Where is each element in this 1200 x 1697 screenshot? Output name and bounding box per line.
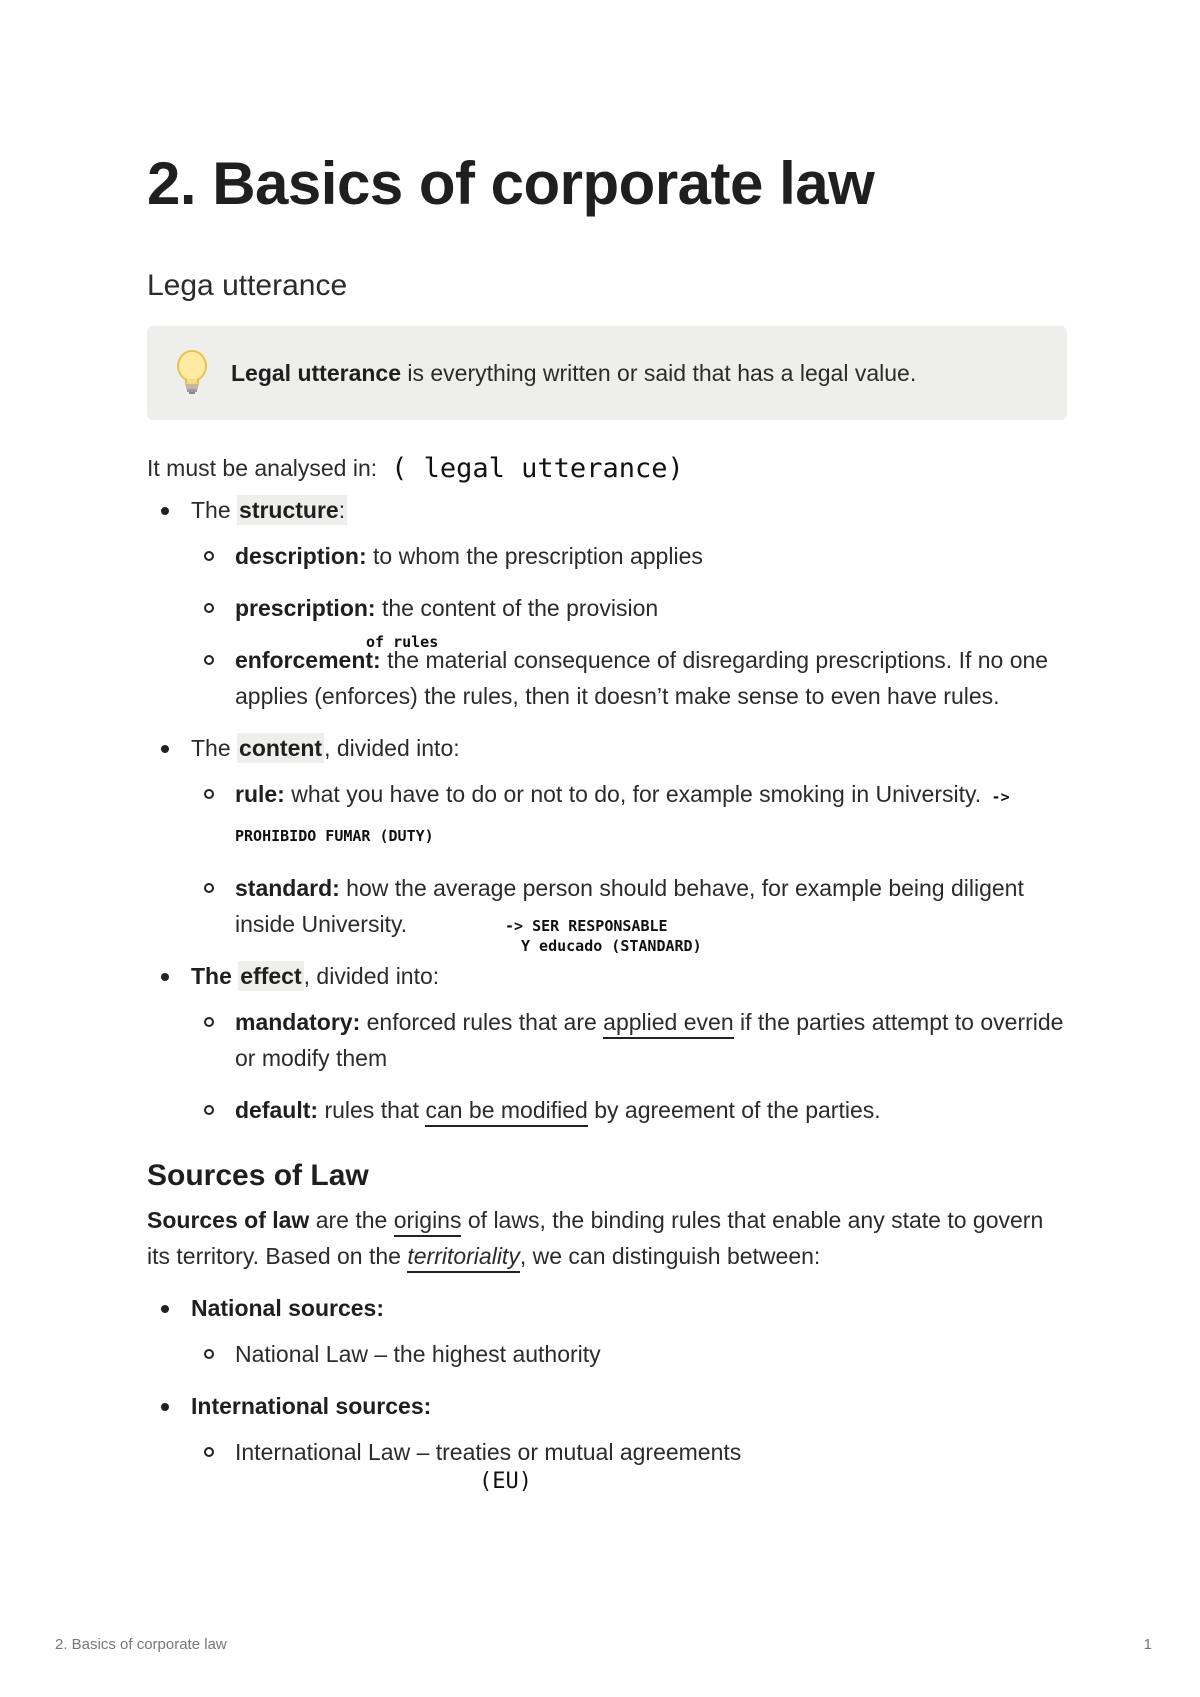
sources-list (147, 1290, 1067, 1494)
list-item: of rules enforcement: the material consequence of disregarding prescriptions. If no one applies (enforces) the rules, then it doesn’t make sense to even have rules. (191, 642, 1067, 714)
list-item-effect: The effect, divided into: mandatory: enforced rules that are applied even if the parties attempt to override or modify them default: rules that can be modified by agreement of the parties. (147, 958, 1067, 1128)
section-subtitle: Lega utterance (147, 269, 348, 302)
list-item-content: The content, divided into: rule: what you have to do or not to do, for example smoking in University. -> PROHIBIDO FUMAR (DUTY) standard: how the average person should behave, for example being diligent inside University. -> SER RESPONSABLE Y educado (STANDARD) (147, 730, 1067, 942)
list-item: rule: what you have to do or not to do, for example smoking in University. -> PROHIBIDO FUMAR (DUTY) (191, 776, 1067, 854)
analysed-text: It must be analysed in: (147, 455, 378, 481)
list-item: National Law – the highest authority (191, 1336, 1067, 1372)
analysed-line (147, 450, 1067, 486)
list-item: prescription: the content of the provision (191, 590, 1067, 626)
document-page (147, 140, 1067, 1494)
callout-text: Legal utterance is everything written or said that has a legal value. (231, 359, 917, 386)
list-item-national: National sources: National Law – the highest authority (147, 1290, 1067, 1372)
list-item: default: rules that can be modified by agreement of the parties. (191, 1092, 1067, 1128)
handwritten-note: -> PROHIBIDO FUMAR (DUTY) (235, 788, 1010, 845)
handwritten-note: ( legal utterance) (391, 452, 684, 484)
page-title: 2. Basics of corporate law (147, 150, 875, 217)
list-item-international: International sources: International Law – treaties or mutual agreements (EU) (147, 1388, 1067, 1470)
list-item-structure: The structure: description: to whom the prescription applies prescription: the content of the provision of rules enforcement: the material consequence of disregarding prescriptions. If no one applies (enforces) the rules, then it doesn’t make sense to even have rules. (147, 492, 1067, 714)
list-item: standard: how the average person should behave, for example being diligent inside University. -> SER RESPONSABLE Y educado (STANDARD) (191, 870, 1067, 942)
callout-box (147, 326, 1067, 420)
list-item: International Law – treaties or mutual agreements (EU) (191, 1434, 1067, 1470)
sources-paragraph: Sources of law are the origins of laws, the binding rules that enable any state to govern its territory. Based on the territoriality, we can distinguish between: (147, 1202, 1067, 1274)
list-item: description: to whom the prescription applies (191, 538, 1067, 574)
page-number: 1 (1143, 1636, 1152, 1653)
analysis-list (147, 492, 1067, 1128)
footer-title: 2. Basics of corporate law (55, 1636, 227, 1653)
handwritten-note: of rules (366, 633, 439, 651)
handwritten-note: (EU) (479, 1469, 532, 1494)
handwritten-note: -> SER RESPONSABLE (505, 917, 668, 935)
handwritten-note: Y educado (STANDARD) (521, 937, 702, 955)
lightbulb-icon (173, 349, 211, 397)
sources-heading: Sources of Law (147, 1159, 369, 1192)
list-item: mandatory: enforced rules that are applied even if the parties attempt to override or modify them (191, 1004, 1067, 1076)
